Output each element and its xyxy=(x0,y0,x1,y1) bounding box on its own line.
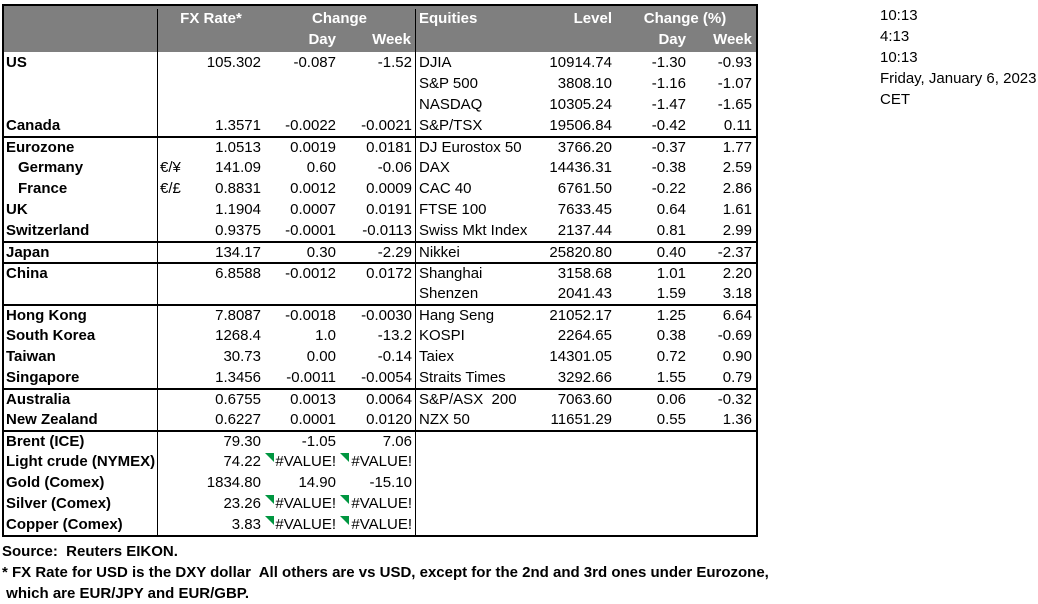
eq-name-cell[interactable]: NZX 50 xyxy=(419,411,470,428)
name-cell[interactable] xyxy=(4,283,158,304)
eq-level-cell[interactable] xyxy=(529,514,615,535)
eq-name-cell[interactable]: Shanghai xyxy=(419,265,483,282)
eq-name-cell[interactable]: Swiss Mkt Index xyxy=(419,222,528,239)
day-cell[interactable]: 0.00 xyxy=(306,348,336,365)
eq-level-cell[interactable]: 25820.80 xyxy=(549,244,612,261)
footnote-line-1[interactable]: * FX Rate for USD is the DXY dollar All others are vs USD, except for the 2nd and 3rd ones under Eurozone, xyxy=(2,564,769,581)
name-cell[interactable]: Gold (Comex) xyxy=(4,472,158,493)
header-fx-rate[interactable]: FX Rate* xyxy=(180,10,242,27)
pair-cell[interactable] xyxy=(158,73,200,94)
rate-cell[interactable]: 1.0513 xyxy=(215,139,261,156)
eq-week-cell[interactable]: 1.77 xyxy=(722,139,752,156)
week-cell[interactable]: 0.0009 xyxy=(339,178,416,199)
week-cell[interactable]: 0.0172 xyxy=(339,264,416,283)
eq-day-cell[interactable]: 0.38 xyxy=(656,327,686,344)
eq-level-cell[interactable]: 6761.50 xyxy=(557,180,612,197)
rate-cell[interactable]: 141.09 xyxy=(215,159,261,176)
eq-level-cell[interactable]: 2137.44 xyxy=(557,222,612,239)
day-cell[interactable] xyxy=(264,73,339,94)
eq-name-cell[interactable]: FTSE 100 xyxy=(419,201,487,218)
table-row xyxy=(4,388,756,409)
pair-cell[interactable]: €/¥ xyxy=(160,159,181,176)
header-eq-change-pct[interactable]: Change (%) xyxy=(643,10,727,27)
eq-week-cell[interactable] xyxy=(689,472,755,493)
day-cell[interactable]: 0.0001 xyxy=(290,411,336,428)
eq-week-cell[interactable]: -0.69 xyxy=(717,327,752,344)
week-cell[interactable] xyxy=(339,451,416,472)
eq-day-cell[interactable]: -0.42 xyxy=(651,117,686,134)
eq-level-cell[interactable]: 2264.65 xyxy=(557,327,612,344)
eq-day-cell[interactable]: 0.64 xyxy=(656,201,686,218)
day-cell[interactable] xyxy=(264,94,339,115)
rate-cell[interactable]: 7.8087 xyxy=(215,307,261,324)
eq-day-cell[interactable]: -1.47 xyxy=(651,96,686,113)
eq-day-cell[interactable]: 0.81 xyxy=(656,222,686,239)
eq-level-cell[interactable] xyxy=(529,432,615,451)
table-header-row-2 xyxy=(4,30,756,52)
day-cell[interactable] xyxy=(264,493,339,514)
eq-level-cell[interactable]: 10305.24 xyxy=(549,96,612,113)
week-cell[interactable] xyxy=(339,94,416,115)
rate-cell[interactable]: 0.6227 xyxy=(215,411,261,428)
eq-week-cell[interactable]: 2.59 xyxy=(722,159,752,176)
pair-cell[interactable] xyxy=(158,409,200,430)
name-cell[interactable]: Canada xyxy=(4,115,158,136)
timestamp-panel xyxy=(880,5,1036,110)
eq-day-cell[interactable]: 0.06 xyxy=(656,391,686,408)
name-cell[interactable]: China xyxy=(4,264,158,283)
eq-level-cell[interactable]: 3292.66 xyxy=(557,369,612,386)
header-fx-day[interactable]: Day xyxy=(308,31,336,48)
header-level[interactable]: Level xyxy=(573,10,612,27)
error-flag-icon xyxy=(265,516,274,525)
rate-cell[interactable]: 1268.4 xyxy=(215,327,261,344)
eq-week-cell[interactable]: -1.65 xyxy=(717,96,752,113)
header-eq-day[interactable]: Day xyxy=(658,31,686,48)
pair-cell[interactable] xyxy=(158,367,200,388)
table-row xyxy=(4,262,756,283)
header-country-cell[interactable] xyxy=(4,9,158,30)
pair-cell[interactable] xyxy=(158,138,200,157)
rate-cell[interactable]: 105.302 xyxy=(206,54,261,71)
eq-day-cell[interactable] xyxy=(615,493,689,514)
eq-week-cell[interactable]: 2.99 xyxy=(722,222,752,239)
pair-cell[interactable] xyxy=(158,432,200,451)
market-table xyxy=(2,4,758,537)
name-cell[interactable]: US xyxy=(4,52,158,73)
day-cell[interactable]: 0.30 xyxy=(306,244,336,261)
name-cell[interactable]: Copper (Comex) xyxy=(4,514,158,535)
name-cell[interactable]: France xyxy=(4,178,158,199)
eq-name-cell[interactable] xyxy=(416,493,529,514)
pair-cell[interactable] xyxy=(158,325,200,346)
week-cell[interactable]: 0.0181 xyxy=(339,138,416,157)
eq-name-cell[interactable]: S&P/ASX 200 xyxy=(419,391,517,408)
rate-cell[interactable] xyxy=(200,94,264,115)
eq-week-cell[interactable]: 6.64 xyxy=(722,307,752,324)
table-row xyxy=(4,52,756,73)
eq-name-cell[interactable] xyxy=(416,514,529,535)
eq-name-cell[interactable]: Nikkei xyxy=(419,244,460,261)
pair-cell[interactable] xyxy=(158,199,200,220)
error-text: #VALUE! xyxy=(351,516,412,533)
eq-name-cell[interactable]: NASDAQ xyxy=(419,96,483,113)
name-cell[interactable]: Silver (Comex) xyxy=(4,493,158,514)
table-row xyxy=(4,346,756,367)
table-row xyxy=(4,199,756,220)
header-equities[interactable]: Equities xyxy=(419,10,478,27)
eq-day-cell[interactable]: -0.37 xyxy=(651,139,686,156)
eq-day-cell[interactable] xyxy=(615,451,689,472)
timezone-line[interactable]: CET xyxy=(880,91,910,108)
eq-week-cell[interactable]: 3.18 xyxy=(722,285,752,302)
eq-level-cell[interactable] xyxy=(529,493,615,514)
table-row xyxy=(4,304,756,325)
pair-cell[interactable] xyxy=(158,451,200,472)
day-cell[interactable]: -0.0022 xyxy=(285,117,336,134)
day-cell[interactable]: -0.0012 xyxy=(285,265,336,282)
eq-week-cell[interactable] xyxy=(689,493,755,514)
week-cell[interactable]: -0.0054 xyxy=(339,367,416,388)
error-text: #VALUE! xyxy=(351,453,412,470)
pair-cell[interactable] xyxy=(158,220,200,241)
week-cell[interactable]: 0.0120 xyxy=(339,409,416,430)
name-cell[interactable]: Taiwan xyxy=(4,346,158,367)
eq-day-cell[interactable]: -0.38 xyxy=(651,159,686,176)
pair-cell[interactable] xyxy=(158,514,200,535)
rate-cell[interactable]: 23.26 xyxy=(223,495,261,512)
rate-cell[interactable]: 1.3571 xyxy=(215,117,261,134)
name-cell[interactable]: Light crude (NYMEX) xyxy=(4,451,158,472)
eq-week-cell[interactable]: 2.20 xyxy=(722,265,752,282)
week-cell[interactable]: 0.0064 xyxy=(339,390,416,409)
eq-week-cell[interactable]: 0.90 xyxy=(722,348,752,365)
name-cell[interactable]: New Zealand xyxy=(4,409,158,430)
week-cell[interactable]: -0.06 xyxy=(339,157,416,178)
day-cell[interactable]: -0.0011 xyxy=(286,369,336,386)
eq-level-cell[interactable]: 3808.10 xyxy=(557,75,612,92)
table-row xyxy=(4,94,756,115)
name-cell[interactable]: Singapore xyxy=(4,367,158,388)
table-row xyxy=(4,178,756,199)
eq-day-cell[interactable]: -0.22 xyxy=(651,180,686,197)
eq-day-cell[interactable]: -1.16 xyxy=(651,75,686,92)
eq-level-cell[interactable]: 2041.43 xyxy=(557,285,612,302)
name-cell[interactable]: Switzerland xyxy=(4,220,158,241)
name-cell[interactable]: Japan xyxy=(4,243,158,262)
name-cell[interactable]: UK xyxy=(4,199,158,220)
pair-cell[interactable] xyxy=(158,115,200,136)
table-row xyxy=(4,451,756,472)
error-flag-icon xyxy=(340,495,349,504)
eq-level-cell[interactable]: 14301.05 xyxy=(549,348,612,365)
header-spacer xyxy=(416,30,615,52)
eq-week-cell[interactable]: 1.61 xyxy=(722,201,752,218)
table-row xyxy=(4,283,756,304)
timestamp-line[interactable]: 10:13 xyxy=(880,49,918,66)
rate-cell[interactable]: 3.83 xyxy=(231,516,261,533)
day-cell[interactable]: 0.0019 xyxy=(290,139,336,156)
table-row xyxy=(4,220,756,241)
eq-level-cell[interactable]: 3158.68 xyxy=(557,265,612,282)
error-flag-icon xyxy=(340,453,349,462)
table-row xyxy=(4,472,756,493)
day-cell[interactable] xyxy=(264,514,339,535)
eq-week-cell[interactable] xyxy=(689,514,755,535)
eq-day-cell[interactable]: 1.25 xyxy=(656,307,686,324)
error-flag-icon xyxy=(340,516,349,525)
day-cell[interactable]: -0.0018 xyxy=(285,307,336,324)
week-cell[interactable]: 0.0191 xyxy=(339,199,416,220)
table-row xyxy=(4,73,756,94)
rows-container xyxy=(4,52,756,535)
rate-cell[interactable]: 74.22 xyxy=(223,453,261,470)
eq-week-cell[interactable]: -1.07 xyxy=(717,75,752,92)
timestamp-line[interactable]: 4:13 xyxy=(880,28,910,45)
eq-level-cell[interactable]: 11651.29 xyxy=(550,411,612,428)
pair-cell[interactable] xyxy=(158,493,200,514)
name-cell[interactable]: South Korea xyxy=(4,325,158,346)
week-cell[interactable] xyxy=(339,73,416,94)
eq-name-cell[interactable]: Taiex xyxy=(419,348,455,365)
eq-level-cell[interactable] xyxy=(529,472,615,493)
eq-day-cell[interactable]: -1.30 xyxy=(651,54,686,71)
error-text: #VALUE! xyxy=(275,453,336,470)
name-cell[interactable] xyxy=(4,94,158,115)
day-cell[interactable]: 1.0 xyxy=(315,327,336,344)
eq-day-cell[interactable]: 1.55 xyxy=(656,369,686,386)
pair-cell[interactable] xyxy=(158,264,200,283)
eq-name-cell[interactable]: KOSPI xyxy=(419,327,465,344)
eq-day-cell[interactable]: 0.40 xyxy=(656,244,686,261)
eq-day-cell[interactable] xyxy=(615,472,689,493)
pair-cell[interactable] xyxy=(158,243,200,262)
table-header-row-1 xyxy=(4,6,756,30)
eq-level-cell[interactable]: 21052.17 xyxy=(549,307,612,324)
day-cell[interactable]: -0.0001 xyxy=(285,222,336,239)
error-text: #VALUE! xyxy=(351,495,412,512)
table-row xyxy=(4,493,756,514)
error-flag-icon xyxy=(265,495,274,504)
rate-cell[interactable]: 1.1904 xyxy=(215,201,261,218)
week-cell[interactable]: -13.2 xyxy=(339,325,416,346)
pair-cell[interactable] xyxy=(158,306,200,325)
pair-cell[interactable] xyxy=(158,346,200,367)
source-line[interactable]: Source: Reuters EIKON. xyxy=(2,543,178,560)
eq-day-cell[interactable]: 1.59 xyxy=(656,285,686,302)
table-row xyxy=(4,514,756,535)
eq-day-cell[interactable] xyxy=(615,514,689,535)
eq-level-cell[interactable]: 10914.74 xyxy=(549,54,612,71)
week-cell[interactable]: -2.29 xyxy=(339,243,416,262)
name-cell[interactable]: Eurozone xyxy=(4,138,158,157)
rate-cell[interactable] xyxy=(200,283,264,304)
eq-name-cell[interactable]: DJ Eurostox 50 xyxy=(419,139,522,156)
day-cell[interactable]: 0.0007 xyxy=(290,201,336,218)
eq-week-cell[interactable] xyxy=(689,451,755,472)
eq-name-cell[interactable] xyxy=(416,472,529,493)
rate-cell[interactable]: 1834.80 xyxy=(206,474,261,491)
pair-cell[interactable] xyxy=(158,52,200,73)
week-cell[interactable] xyxy=(339,283,416,304)
header-spacer xyxy=(158,30,264,52)
eq-week-cell[interactable]: 0.11 xyxy=(723,117,752,134)
pair-cell[interactable] xyxy=(158,472,200,493)
rate-cell[interactable]: 0.9375 xyxy=(215,222,261,239)
eq-week-cell[interactable]: 2.86 xyxy=(722,180,752,197)
header-fx-week[interactable]: Week xyxy=(339,30,416,52)
week-cell[interactable]: -1.52 xyxy=(339,52,416,73)
day-cell[interactable] xyxy=(264,283,339,304)
pair-cell[interactable] xyxy=(158,283,200,304)
pair-cell[interactable]: €/£ xyxy=(160,180,181,197)
eq-name-cell[interactable] xyxy=(416,432,529,451)
rate-cell[interactable]: 0.8831 xyxy=(215,180,261,197)
table-row xyxy=(4,136,756,157)
eq-week-cell[interactable]: 0.79 xyxy=(722,369,752,386)
eq-name-cell[interactable]: CAC 40 xyxy=(419,180,472,197)
eq-day-cell[interactable]: 0.55 xyxy=(656,411,686,428)
footnote-line-2[interactable]: which are EUR/JPY and EUR/GBP. xyxy=(2,585,250,602)
pair-cell[interactable] xyxy=(158,94,200,115)
week-cell[interactable]: -0.0113 xyxy=(339,220,416,241)
header-fx-change[interactable]: Change xyxy=(264,9,416,30)
error-text: #VALUE! xyxy=(275,495,336,512)
eq-level-cell[interactable]: 3766.20 xyxy=(557,139,612,156)
week-cell[interactable]: -0.0021 xyxy=(339,115,416,136)
eq-day-cell[interactable]: 0.72 xyxy=(656,348,686,365)
week-cell[interactable]: -15.10 xyxy=(339,472,416,493)
eq-level-cell[interactable]: 7633.45 xyxy=(557,201,612,218)
table-row xyxy=(4,241,756,262)
name-cell[interactable]: Brent (ICE) xyxy=(4,432,158,451)
week-cell[interactable] xyxy=(339,493,416,514)
eq-week-cell[interactable]: -2.37 xyxy=(717,244,752,261)
table-row xyxy=(4,325,756,346)
eq-level-cell[interactable]: 7063.60 xyxy=(557,391,612,408)
eq-week-cell[interactable]: -0.93 xyxy=(717,54,752,71)
eq-day-cell[interactable] xyxy=(615,432,689,451)
eq-week-cell[interactable]: 1.36 xyxy=(722,411,752,428)
table-row xyxy=(4,157,756,178)
eq-level-cell[interactable]: 19506.84 xyxy=(549,117,612,134)
table-row xyxy=(4,430,756,451)
eq-name-cell[interactable]: DAX xyxy=(419,159,450,176)
error-text: #VALUE! xyxy=(275,516,336,533)
week-cell[interactable]: -0.0030 xyxy=(339,306,416,325)
eq-name-cell[interactable]: S&P 500 xyxy=(419,75,478,92)
table-row xyxy=(4,409,756,430)
week-cell[interactable]: 7.06 xyxy=(339,432,416,451)
rate-cell[interactable]: 30.73 xyxy=(223,348,261,365)
timestamp-line[interactable]: 10:13 xyxy=(880,7,918,24)
rate-cell[interactable]: 134.17 xyxy=(215,244,261,261)
eq-name-cell[interactable]: Hang Seng xyxy=(419,307,495,324)
eq-day-cell[interactable]: 1.01 xyxy=(656,265,686,282)
eq-week-cell[interactable] xyxy=(689,432,755,451)
week-cell[interactable]: -0.14 xyxy=(339,346,416,367)
eq-name-cell[interactable]: Straits Times xyxy=(419,369,506,386)
table-row xyxy=(4,115,756,136)
name-cell[interactable]: Germany xyxy=(4,157,158,178)
header-eq-week[interactable]: Week xyxy=(713,31,752,48)
eq-name-cell[interactable]: S&P/TSX xyxy=(419,117,483,134)
name-cell[interactable]: Hong Kong xyxy=(4,306,158,325)
name-cell[interactable]: Australia xyxy=(4,390,158,409)
rate-cell[interactable]: 1.3456 xyxy=(215,369,261,386)
week-cell[interactable] xyxy=(339,514,416,535)
header-spacer xyxy=(4,30,158,52)
day-cell[interactable] xyxy=(264,451,339,472)
rate-cell[interactable] xyxy=(200,73,264,94)
eq-week-cell[interactable]: -0.32 xyxy=(717,391,752,408)
eq-name-cell[interactable]: Shenzen xyxy=(419,285,479,302)
rate-cell[interactable]: 6.8588 xyxy=(215,265,261,282)
table-row xyxy=(4,367,756,388)
day-cell[interactable]: -1.05 xyxy=(301,433,336,450)
pair-cell[interactable] xyxy=(158,390,200,409)
date-line[interactable]: Friday, January 6, 2023 xyxy=(880,70,1037,87)
eq-name-cell[interactable] xyxy=(416,451,529,472)
day-cell[interactable]: 14.90 xyxy=(298,474,336,491)
day-cell[interactable]: 0.0013 xyxy=(290,391,336,408)
error-flag-icon xyxy=(265,453,274,462)
eq-name-cell[interactable]: DJIA xyxy=(419,54,452,71)
name-cell[interactable] xyxy=(4,73,158,94)
footer-notes xyxy=(2,541,769,604)
eq-level-cell[interactable] xyxy=(529,451,615,472)
eq-level-cell[interactable]: 14436.31 xyxy=(549,159,612,176)
day-cell[interactable]: 0.60 xyxy=(306,159,336,176)
rate-cell[interactable]: 79.30 xyxy=(223,433,261,450)
day-cell[interactable]: 0.0012 xyxy=(290,180,336,197)
day-cell[interactable]: -0.087 xyxy=(293,54,336,71)
rate-cell[interactable]: 0.6755 xyxy=(215,391,261,408)
